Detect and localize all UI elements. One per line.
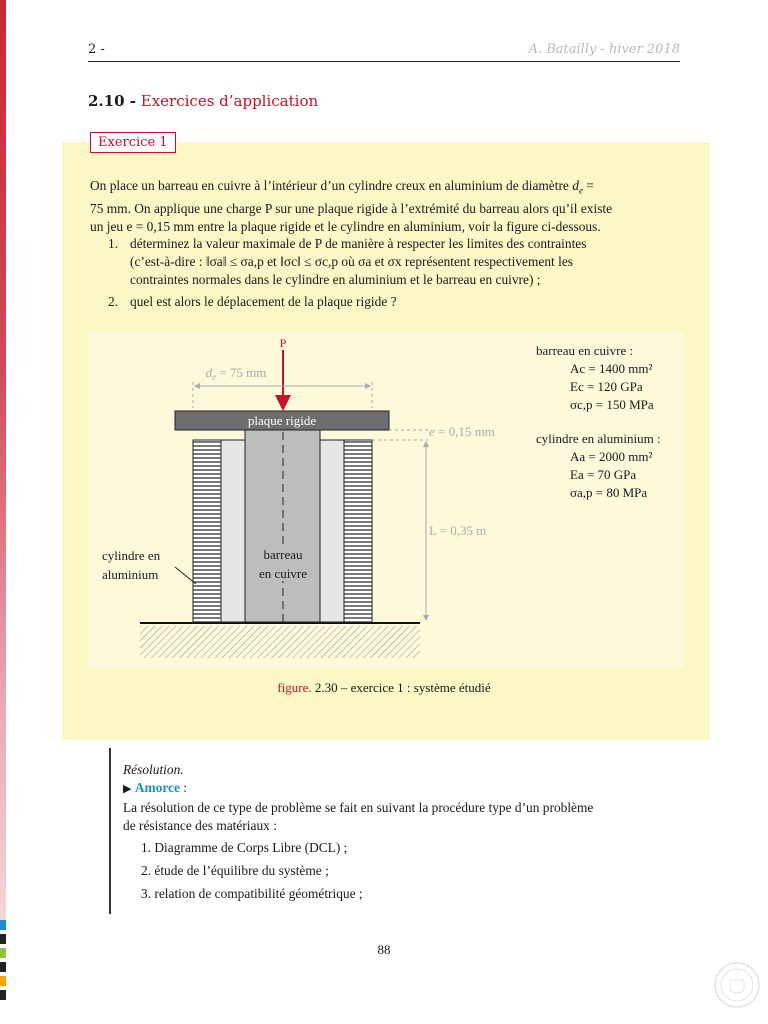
cylinder-label-1: cylindre en bbox=[102, 548, 161, 563]
left-color-squares bbox=[0, 920, 6, 1004]
question-1-number: 1. bbox=[108, 236, 119, 251]
bar-label-1: barreau bbox=[263, 547, 303, 562]
question-1 bbox=[108, 235, 683, 289]
header-author: A. Batailly - hiver 2018 bbox=[528, 42, 680, 57]
university-seal-icon bbox=[712, 960, 762, 1010]
copper-prop: Ec = 120 GPa bbox=[570, 379, 643, 394]
exercise-intro bbox=[90, 177, 682, 236]
bar-label-2: en cuivre bbox=[258, 566, 308, 581]
intro-line: On place un barreau en cuivre à l’intérieur d’un cylindre creux en aluminium de diamètre $d_e$ = bbox=[90, 178, 594, 196]
figure-caption-label: figure. bbox=[277, 680, 312, 695]
page-number: 88 bbox=[377, 942, 391, 957]
intro-line: un jeu e = 0,15 mm entre la plaque rigide et le cylindre en aluminium, voir la figure ci-dessous. bbox=[90, 218, 601, 234]
question-2-text: quel est alors le déplacement de la plaque rigide ? bbox=[130, 294, 397, 309]
triangle-bullet-icon: ▶ bbox=[123, 783, 132, 795]
amorce-line bbox=[123, 780, 187, 796]
alu-prop: σa,p = 80 MPa bbox=[570, 485, 648, 500]
question-2 bbox=[108, 293, 683, 311]
cylinder-label-2: aluminium bbox=[102, 567, 159, 582]
amorce-label: Amorce bbox=[134, 780, 180, 795]
load-label: P bbox=[279, 336, 287, 350]
resolution-step: 3. relation de compatibilité géométrique ; bbox=[141, 886, 363, 901]
resolution-step: 1. Diagramme de Corps Libre (DCL) ; bbox=[141, 840, 348, 855]
resolution-title: Résolution. bbox=[123, 762, 184, 777]
copper-title: barreau en cuivre : bbox=[536, 343, 634, 358]
length-label: L = 0,35 m bbox=[429, 523, 487, 538]
alu-title: cylindre en aluminium : bbox=[536, 431, 661, 446]
resolution-line: La résolution de ce type de problème se fait en suivant la procédure type d’un problème bbox=[123, 800, 594, 815]
intro-line: 75 mm. On applique une charge P sur une plaque rigide à l’extrémité du barreau alors qu’il existe bbox=[90, 200, 613, 216]
question-1-line: (c’est-à-dire : ‖σa‖ ≤ σa,p et ‖σc‖ ≤ σc,p où σa et σx représentent respectivement les bbox=[130, 254, 573, 269]
ground-hatch bbox=[140, 626, 420, 658]
question-1-line: contraintes normales dans le cylindre en aluminium et le barreau en cuivre) ; bbox=[130, 272, 541, 287]
header-rule bbox=[88, 61, 680, 62]
header-page-num: 2 - bbox=[88, 42, 105, 57]
resolution-step: 2. étude de l’équilibre du système ; bbox=[141, 863, 329, 878]
cylinder-wall-right bbox=[344, 440, 372, 622]
alu-prop: Ea = 70 GPa bbox=[570, 467, 637, 482]
plate-label: plaque rigide bbox=[247, 413, 317, 428]
gap-right bbox=[320, 440, 344, 622]
diameter-label: $d_e = 75$ mm bbox=[205, 365, 267, 382]
section-number: 2.10 - bbox=[88, 92, 136, 110]
section-title bbox=[88, 92, 318, 110]
resolution-body bbox=[123, 799, 683, 835]
copper-prop: σc,p = 150 MPa bbox=[570, 397, 654, 412]
question-1-line: déterminez la valeur maximale de P de manière à respecter les limites des contraintes bbox=[130, 236, 587, 251]
gap-label: e = 0,15 mm bbox=[429, 424, 495, 439]
left-color-bar bbox=[0, 0, 6, 920]
exercise-tag: Exercice 1 bbox=[90, 132, 176, 153]
alu-prop: Aa = 2000 mm² bbox=[570, 449, 653, 464]
question-2-number: 2. bbox=[108, 294, 119, 309]
amorce-colon: : bbox=[179, 780, 188, 795]
section-title-text: Exercices d’application bbox=[140, 92, 319, 110]
figure-caption bbox=[0, 680, 768, 696]
resolution-line: de résistance des matériaux : bbox=[123, 818, 277, 833]
gap-left bbox=[221, 440, 245, 622]
copper-prop: Ac = 1400 mm² bbox=[570, 361, 653, 376]
resolution-bar bbox=[109, 748, 111, 914]
alu-properties bbox=[536, 430, 661, 502]
cylinder-wall-left bbox=[193, 440, 221, 622]
copper-properties bbox=[536, 342, 654, 414]
figure-caption-text: 2.30 – exercice 1 : système étudié bbox=[311, 680, 491, 695]
